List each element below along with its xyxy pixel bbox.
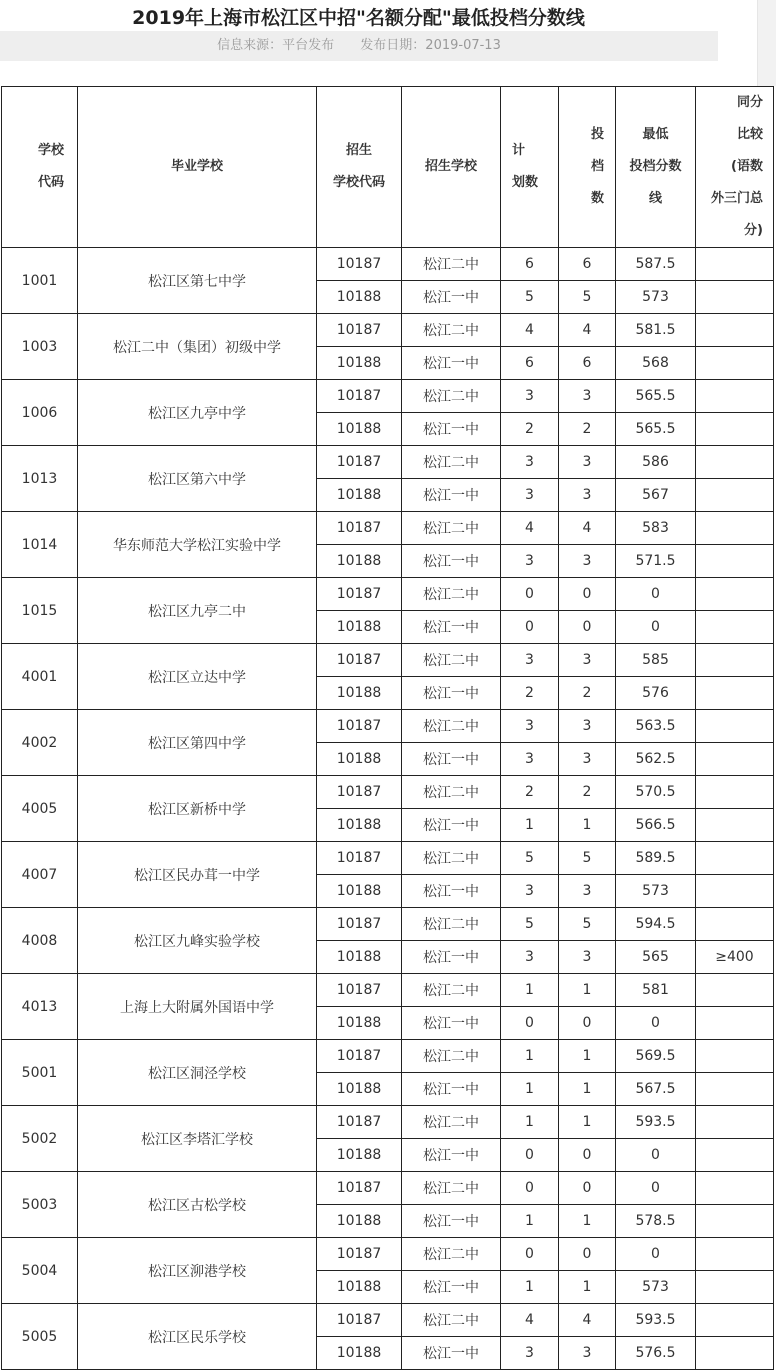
admission-code-cell: 10188 (317, 611, 402, 644)
tiebreak-cell (696, 1073, 774, 1106)
tiebreak-cell (696, 644, 774, 677)
table-row (2, 842, 774, 875)
header-plan-count (501, 87, 559, 248)
admission-school-cell: 松江二中 (402, 710, 501, 743)
tiebreak-cell (696, 446, 774, 479)
tiebreak-cell: ≥400 (696, 941, 774, 974)
tiebreak-cell (696, 1106, 774, 1139)
min-score-cell: 585 (616, 644, 696, 677)
header-min-score (616, 87, 696, 248)
tiebreak-cell (696, 875, 774, 908)
graduation-school-cell: 上海上大附属外国语中学 (78, 974, 317, 1040)
admission-school-cell: 松江一中 (402, 1007, 501, 1040)
graduation-school-cell: 松江区民办茸一中学 (78, 842, 317, 908)
plan-count-cell: 0 (501, 578, 559, 611)
admission-school-cell: 松江二中 (402, 578, 501, 611)
admitted-count-cell: 4 (559, 512, 616, 545)
table-header-row (2, 87, 774, 248)
admission-school-cell: 松江二中 (402, 644, 501, 677)
admission-school-cell: 松江一中 (402, 545, 501, 578)
header-line: 代码 (38, 175, 65, 190)
tiebreak-cell (696, 248, 774, 281)
plan-count-cell: 3 (501, 545, 559, 578)
plan-count-cell: 0 (501, 1238, 559, 1271)
admitted-count-cell: 2 (559, 677, 616, 710)
header-line: 毕业学校 (170, 159, 223, 174)
admission-school-cell: 松江一中 (402, 1073, 501, 1106)
admission-school-cell: 松江一中 (402, 677, 501, 710)
tiebreak-cell (696, 1304, 774, 1337)
admission-code-cell: 10187 (317, 1040, 402, 1073)
min-score-cell: 593.5 (616, 1106, 696, 1139)
school-code-cell: 4007 (2, 842, 78, 908)
min-score-cell: 576.5 (616, 1337, 696, 1370)
tiebreak-cell (696, 1271, 774, 1304)
admitted-count-cell: 6 (559, 347, 616, 380)
min-score-cell: 593.5 (616, 1304, 696, 1337)
header-line: 招生 (345, 143, 372, 158)
min-score-cell: 578.5 (616, 1205, 696, 1238)
header-line: 计 (512, 143, 526, 158)
plan-count-cell: 3 (501, 380, 559, 413)
table-row (2, 314, 774, 347)
table-row (2, 1304, 774, 1337)
school-code-cell: 1003 (2, 314, 78, 380)
admission-code-cell: 10188 (317, 743, 402, 776)
graduation-school-cell: 松江区第六中学 (78, 446, 317, 512)
min-score-cell: 0 (616, 1007, 696, 1040)
school-code-cell: 5001 (2, 1040, 78, 1106)
admission-code-cell: 10188 (317, 1073, 402, 1106)
admission-school-cell: 松江二中 (402, 512, 501, 545)
min-score-cell: 586 (616, 446, 696, 479)
graduation-school-cell: 松江区九亭二中 (78, 578, 317, 644)
admission-school-cell: 松江一中 (402, 413, 501, 446)
header-line: 学校代码 (332, 175, 385, 190)
plan-count-cell: 5 (501, 842, 559, 875)
admission-code-cell: 10187 (317, 446, 402, 479)
admitted-count-cell: 3 (559, 743, 616, 776)
graduation-school-cell: 松江区立达中学 (78, 644, 317, 710)
min-score-cell: 562.5 (616, 743, 696, 776)
tiebreak-cell (696, 1007, 774, 1040)
tiebreak-cell (696, 809, 774, 842)
admitted-count-cell: 3 (559, 710, 616, 743)
plan-count-cell: 1 (501, 1106, 559, 1139)
table-row (2, 644, 774, 677)
admission-school-cell: 松江一中 (402, 1337, 501, 1370)
page-edge (757, 0, 776, 86)
admitted-count-cell: 3 (559, 479, 616, 512)
admission-code-cell: 10188 (317, 1271, 402, 1304)
plan-count-cell: 1 (501, 1040, 559, 1073)
header-line: 同分 (736, 95, 763, 110)
admitted-count-cell: 5 (559, 842, 616, 875)
tiebreak-cell (696, 743, 774, 776)
min-score-cell: 573 (616, 875, 696, 908)
table-row (2, 1238, 774, 1271)
school-code-cell: 1013 (2, 446, 78, 512)
table-row (2, 1106, 774, 1139)
admitted-count-cell: 4 (559, 1304, 616, 1337)
table-row (2, 446, 774, 479)
header-line: 比较 (736, 127, 763, 142)
header-school-code (2, 87, 78, 248)
admission-code-cell: 10188 (317, 281, 402, 314)
admitted-count-cell: 1 (559, 1205, 616, 1238)
admitted-count-cell: 1 (559, 1073, 616, 1106)
admission-code-cell: 10188 (317, 479, 402, 512)
admission-school-cell: 松江一中 (402, 479, 501, 512)
admission-school-cell: 松江一中 (402, 347, 501, 380)
admitted-count-cell: 1 (559, 974, 616, 1007)
plan-count-cell: 6 (501, 248, 559, 281)
admitted-count-cell: 0 (559, 1007, 616, 1040)
plan-count-cell: 3 (501, 479, 559, 512)
admitted-count-cell: 2 (559, 776, 616, 809)
plan-count-cell: 4 (501, 314, 559, 347)
admission-code-cell: 10187 (317, 1172, 402, 1205)
tiebreak-cell (696, 347, 774, 380)
school-code-cell: 5002 (2, 1106, 78, 1172)
admission-school-cell: 松江一中 (402, 1205, 501, 1238)
graduation-school-cell: 松江区古松学校 (78, 1172, 317, 1238)
plan-count-cell: 3 (501, 446, 559, 479)
school-code-cell: 1014 (2, 512, 78, 578)
min-score-cell: 565.5 (616, 413, 696, 446)
tiebreak-cell (696, 281, 774, 314)
header-line: 投档分数 (629, 159, 682, 174)
min-score-cell: 570.5 (616, 776, 696, 809)
min-score-cell: 0 (616, 1238, 696, 1271)
tiebreak-cell (696, 1040, 774, 1073)
school-code-cell: 4013 (2, 974, 78, 1040)
admission-code-cell: 10188 (317, 1337, 402, 1370)
admission-code-cell: 10187 (317, 1238, 402, 1271)
admission-code-cell: 10187 (317, 974, 402, 1007)
header-line: 学校 (38, 143, 65, 158)
min-score-cell: 565.5 (616, 380, 696, 413)
admission-code-cell: 10187 (317, 512, 402, 545)
plan-count-cell: 3 (501, 875, 559, 908)
plan-count-cell: 1 (501, 1205, 559, 1238)
admitted-count-cell: 3 (559, 875, 616, 908)
table-row (2, 248, 774, 281)
admission-code-cell: 10187 (317, 1304, 402, 1337)
admitted-count-cell: 0 (559, 1139, 616, 1172)
admission-code-cell: 10188 (317, 1007, 402, 1040)
admission-code-cell: 10187 (317, 1106, 402, 1139)
admission-school-cell: 松江二中 (402, 1172, 501, 1205)
tiebreak-cell (696, 710, 774, 743)
tiebreak-cell (696, 1139, 774, 1172)
plan-count-cell: 4 (501, 512, 559, 545)
school-code-cell: 4008 (2, 908, 78, 974)
min-score-cell: 581.5 (616, 314, 696, 347)
admission-school-cell: 松江一中 (402, 1271, 501, 1304)
min-score-cell: 569.5 (616, 1040, 696, 1073)
admission-code-cell: 10187 (317, 842, 402, 875)
header-line: 档数 (591, 159, 605, 206)
plan-count-cell: 0 (501, 1139, 559, 1172)
plan-count-cell: 3 (501, 644, 559, 677)
admission-school-cell: 松江二中 (402, 314, 501, 347)
admission-school-cell: 松江二中 (402, 446, 501, 479)
school-code-cell: 1006 (2, 380, 78, 446)
admission-school-cell: 松江二中 (402, 248, 501, 281)
plan-count-cell: 1 (501, 974, 559, 1007)
admission-school-cell: 松江一中 (402, 1139, 501, 1172)
header-line: 招生学校 (424, 159, 477, 174)
header-line: 线 (648, 191, 662, 206)
min-score-cell: 567 (616, 479, 696, 512)
admitted-count-cell: 6 (559, 248, 616, 281)
min-score-cell: 0 (616, 1172, 696, 1205)
admission-school-cell: 松江二中 (402, 380, 501, 413)
admission-code-cell: 10188 (317, 875, 402, 908)
school-code-cell: 4001 (2, 644, 78, 710)
tiebreak-cell (696, 380, 774, 413)
min-score-cell: 581 (616, 974, 696, 1007)
plan-count-cell: 2 (501, 776, 559, 809)
graduation-school-cell: 松江区第七中学 (78, 248, 317, 314)
admission-school-cell: 松江一中 (402, 611, 501, 644)
plan-count-cell: 6 (501, 347, 559, 380)
graduation-school-cell: 华东师范大学松江实验中学 (78, 512, 317, 578)
min-score-cell: 566.5 (616, 809, 696, 842)
plan-count-cell: 4 (501, 1304, 559, 1337)
admission-code-cell: 10187 (317, 314, 402, 347)
tiebreak-cell (696, 1205, 774, 1238)
admission-code-cell: 10187 (317, 710, 402, 743)
admission-code-cell: 10188 (317, 1205, 402, 1238)
plan-count-cell: 2 (501, 413, 559, 446)
header-tiebreak (696, 87, 774, 248)
school-code-cell: 5005 (2, 1304, 78, 1370)
plan-count-cell: 5 (501, 908, 559, 941)
plan-count-cell: 3 (501, 710, 559, 743)
min-score-cell: 0 (616, 578, 696, 611)
article-source: 信息来源：平台发布 (217, 38, 335, 53)
admitted-count-cell: 3 (559, 446, 616, 479)
admission-school-cell: 松江二中 (402, 1238, 501, 1271)
table-row (2, 908, 774, 941)
admitted-count-cell: 0 (559, 611, 616, 644)
table-row (2, 380, 774, 413)
min-score-cell: 589.5 (616, 842, 696, 875)
min-score-cell: 563.5 (616, 710, 696, 743)
min-score-cell: 573 (616, 1271, 696, 1304)
admitted-count-cell: 1 (559, 809, 616, 842)
header-line: 外三门总 (710, 191, 763, 206)
plan-count-cell: 0 (501, 1172, 559, 1205)
admission-code-cell: 10188 (317, 809, 402, 842)
admission-code-cell: 10188 (317, 413, 402, 446)
admission-school-cell: 松江一中 (402, 941, 501, 974)
table-row (2, 974, 774, 1007)
min-score-cell: 567.5 (616, 1073, 696, 1106)
admitted-count-cell: 0 (559, 578, 616, 611)
tiebreak-cell (696, 974, 774, 1007)
plan-count-cell: 3 (501, 1337, 559, 1370)
admission-school-cell: 松江二中 (402, 974, 501, 1007)
graduation-school-cell: 松江区九亭中学 (78, 380, 317, 446)
table-row (2, 512, 774, 545)
min-score-cell: 573 (616, 281, 696, 314)
admission-code-cell: 10187 (317, 644, 402, 677)
header-line: 划数 (512, 175, 539, 190)
header-admission-code (317, 87, 402, 248)
min-score-cell: 0 (616, 1139, 696, 1172)
admitted-count-cell: 3 (559, 1337, 616, 1370)
admission-code-cell: 10187 (317, 248, 402, 281)
tiebreak-cell (696, 578, 774, 611)
admitted-count-cell: 0 (559, 1238, 616, 1271)
header-line: 投 (591, 127, 605, 142)
plan-count-cell: 3 (501, 941, 559, 974)
graduation-school-cell: 松江区第四中学 (78, 710, 317, 776)
min-score-cell: 576 (616, 677, 696, 710)
min-score-cell: 568 (616, 347, 696, 380)
admission-school-cell: 松江二中 (402, 1040, 501, 1073)
tiebreak-cell (696, 1337, 774, 1370)
article-title: 2019年上海市松江区中招"名额分配"最低投档分数线 (132, 7, 585, 29)
admitted-count-cell: 1 (559, 1040, 616, 1073)
score-table (1, 86, 774, 1370)
admission-code-cell: 10188 (317, 347, 402, 380)
tiebreak-cell (696, 1238, 774, 1271)
admission-code-cell: 10188 (317, 941, 402, 974)
admission-school-cell: 松江二中 (402, 1106, 501, 1139)
table-row (2, 710, 774, 743)
header-line: (语数 (731, 159, 763, 174)
tiebreak-cell (696, 545, 774, 578)
admitted-count-cell: 3 (559, 545, 616, 578)
graduation-school-cell: 松江区新桥中学 (78, 776, 317, 842)
admitted-count-cell: 4 (559, 314, 616, 347)
table-row (2, 776, 774, 809)
admission-school-cell: 松江二中 (402, 1304, 501, 1337)
admission-code-cell: 10187 (317, 578, 402, 611)
tiebreak-cell (696, 413, 774, 446)
tiebreak-cell (696, 776, 774, 809)
admission-code-cell: 10188 (317, 545, 402, 578)
tiebreak-cell (696, 842, 774, 875)
admission-school-cell: 松江一中 (402, 875, 501, 908)
admission-code-cell: 10187 (317, 380, 402, 413)
plan-count-cell: 1 (501, 1271, 559, 1304)
tiebreak-cell (696, 479, 774, 512)
header-line: 分) (744, 223, 763, 238)
tiebreak-cell (696, 611, 774, 644)
graduation-school-cell: 松江区民乐学校 (78, 1304, 317, 1370)
min-score-cell: 583 (616, 512, 696, 545)
tiebreak-cell (696, 512, 774, 545)
school-code-cell: 4002 (2, 710, 78, 776)
min-score-cell: 571.5 (616, 545, 696, 578)
table-row (2, 1172, 774, 1205)
graduation-school-cell: 松江区洞泾学校 (78, 1040, 317, 1106)
graduation-school-cell: 松江区李塔汇学校 (78, 1106, 317, 1172)
plan-count-cell: 3 (501, 743, 559, 776)
graduation-school-cell: 松江二中（集团）初级中学 (78, 314, 317, 380)
plan-count-cell: 5 (501, 281, 559, 314)
table-body (2, 248, 774, 1370)
tiebreak-cell (696, 677, 774, 710)
plan-count-cell: 1 (501, 1073, 559, 1106)
school-code-cell: 1001 (2, 248, 78, 314)
admitted-count-cell: 1 (559, 1106, 616, 1139)
school-code-cell: 1015 (2, 578, 78, 644)
tiebreak-cell (696, 908, 774, 941)
admission-code-cell: 10188 (317, 1139, 402, 1172)
header-admitted-count (559, 87, 616, 248)
admission-school-cell: 松江二中 (402, 776, 501, 809)
school-code-cell: 4005 (2, 776, 78, 842)
school-code-cell: 5003 (2, 1172, 78, 1238)
admission-school-cell: 松江一中 (402, 281, 501, 314)
min-score-cell: 0 (616, 611, 696, 644)
graduation-school-cell: 松江区泖港学校 (78, 1238, 317, 1304)
plan-count-cell: 2 (501, 677, 559, 710)
admission-code-cell: 10187 (317, 908, 402, 941)
article-publish-date: 发布日期：2019-07-13 (360, 38, 501, 53)
header-line: 最低 (642, 127, 669, 142)
admission-school-cell: 松江一中 (402, 809, 501, 842)
table-row (2, 1040, 774, 1073)
admission-school-cell: 松江二中 (402, 908, 501, 941)
plan-count-cell: 0 (501, 611, 559, 644)
table-row (2, 578, 774, 611)
admitted-count-cell: 5 (559, 908, 616, 941)
plan-count-cell: 1 (501, 809, 559, 842)
tiebreak-cell (696, 314, 774, 347)
graduation-school-cell: 松江区九峰实验学校 (78, 908, 317, 974)
min-score-cell: 565 (616, 941, 696, 974)
school-code-cell: 5004 (2, 1238, 78, 1304)
admission-school-cell: 松江一中 (402, 743, 501, 776)
admitted-count-cell: 1 (559, 1271, 616, 1304)
admitted-count-cell: 0 (559, 1172, 616, 1205)
header-admission-school (402, 87, 501, 248)
admitted-count-cell: 3 (559, 941, 616, 974)
admission-code-cell: 10187 (317, 776, 402, 809)
min-score-cell: 594.5 (616, 908, 696, 941)
plan-count-cell: 0 (501, 1007, 559, 1040)
article-meta (0, 31, 718, 61)
admission-code-cell: 10188 (317, 677, 402, 710)
admitted-count-cell: 2 (559, 413, 616, 446)
admitted-count-cell: 3 (559, 644, 616, 677)
admitted-count-cell: 5 (559, 281, 616, 314)
admitted-count-cell: 3 (559, 380, 616, 413)
header-graduation-school (78, 87, 317, 248)
min-score-cell: 587.5 (616, 248, 696, 281)
admission-school-cell: 松江二中 (402, 842, 501, 875)
tiebreak-cell (696, 1172, 774, 1205)
